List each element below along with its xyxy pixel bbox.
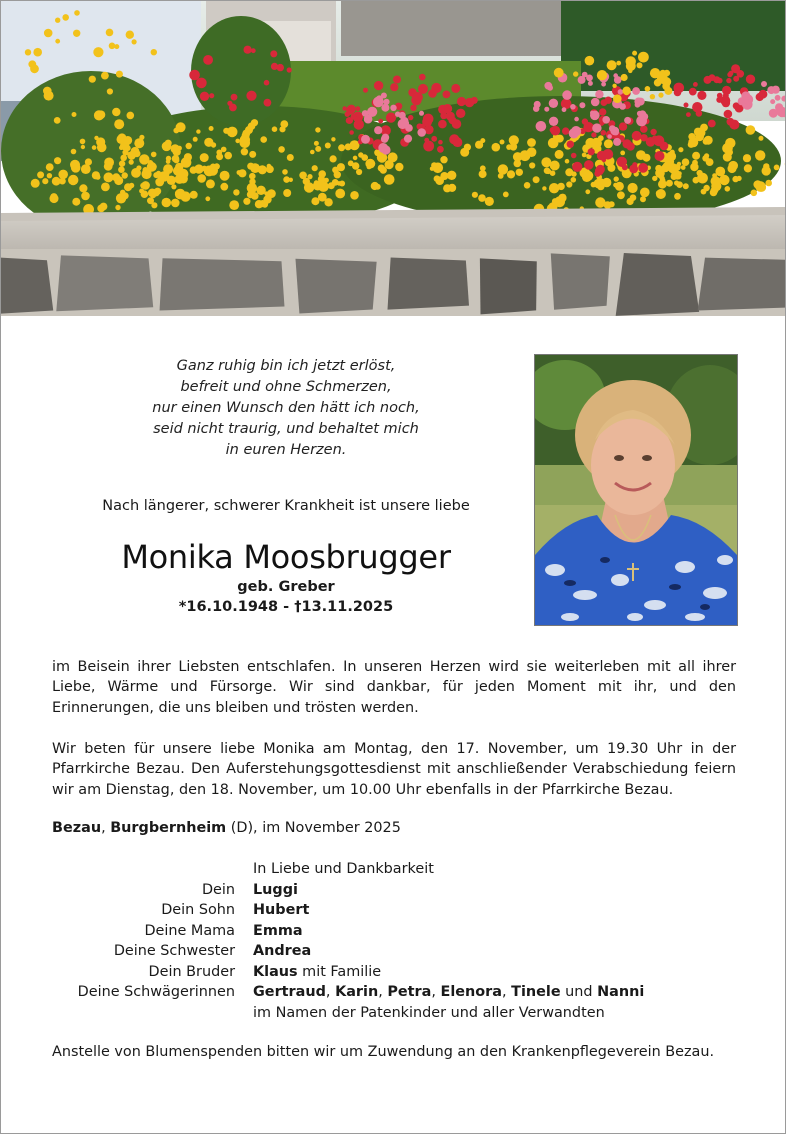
paragraph-services: Wir beten für unsere liebe Monika am Montag, den 17. November, um 19.30 Uhr in der Pfarrkirche Bezau. Den Auferstehungsgottesdienst mit anschließender Verabschiedung feiern wir am Dienstag, den 18. November, um 10.00 Uhr ebenfalls in der Pfarrkirche Bezau. [52, 741, 736, 798]
mourner-name: Karin [335, 984, 379, 1000]
place-date-text: (D), im November 2025 [226, 820, 401, 836]
mourner-row [0, 923, 786, 944]
mourner-relation: Dein Bruder [148, 963, 235, 980]
mourner-names [253, 943, 311, 959]
mourner-relation: Deine Schwester [113, 943, 235, 959]
mourner-name: Hubert [253, 902, 310, 918]
mourner-row [0, 943, 786, 964]
mourner-names [253, 964, 381, 980]
mourner-name-joiner: , [501, 984, 512, 1000]
donation-note: Anstelle von Blumenspenden bitten wir um Zuwendung an den Krankenpflegeverein Bezau. [52, 1044, 715, 1060]
intro-text: Nach längerer, schwerer Krankheit ist unsere liebe [102, 498, 470, 514]
mourner-relation: Dein [201, 881, 235, 898]
mourner-names [253, 923, 303, 939]
mourners-list [0, 861, 786, 1025]
mourner-name: Tinele [511, 984, 561, 1000]
poem-line: in euren Herzen. [225, 442, 347, 458]
birth-name: geb. Greber [237, 579, 335, 595]
mourner-name: Andrea [253, 943, 312, 959]
life-dates: *16.10.1948 - †13.11.2025 [178, 599, 394, 615]
mourner-name: Petra [387, 984, 432, 1000]
mourner-names [253, 882, 298, 898]
mourner-name-joiner: , [378, 984, 388, 1000]
town-burgbernheim: Burgbernheim [110, 820, 227, 836]
mourner-name-joiner: , [325, 984, 336, 1000]
mourner-name: Emma [253, 922, 303, 939]
mourner-row [0, 984, 786, 1005]
mourners-tail: im Namen der Patenkinder und aller Verwandten [253, 1004, 605, 1021]
mourner-name: Nanni [597, 984, 645, 1000]
mourner-name-joiner: und [560, 984, 598, 1000]
mourner-name: Luggi [253, 881, 298, 898]
place-date-line [52, 820, 401, 836]
place-separator: , [101, 820, 111, 836]
poem [100, 356, 472, 461]
portrait-photo [534, 354, 738, 626]
closing-line: In Liebe und Dankbarkeit [253, 861, 434, 877]
mourner-names [253, 902, 309, 918]
poem-line: seid nicht traurig, und behaltet mich [153, 421, 419, 437]
mourner-name-joiner: , [431, 984, 441, 1000]
mourner-relation: Deine Mama [144, 922, 235, 939]
flower-bed-photo [1, 1, 785, 316]
town-bezau: Bezau [52, 820, 102, 836]
poem-line: befreit und ohne Schmerzen, [180, 379, 392, 395]
deceased-name: Monika Moosbrugger [121, 538, 451, 576]
mourner-relation: Dein Sohn [161, 902, 235, 918]
mourner-name: Klaus [253, 963, 298, 980]
mourner-relation: Deine Schwägerinnen [77, 984, 235, 1000]
mourner-names [253, 984, 644, 1000]
mourner-name: Elenora [440, 984, 502, 1000]
mourner-name-joiner: mit Familie [297, 963, 382, 980]
mourner-row [0, 964, 786, 985]
paragraph-passing: im Beisein ihrer Liebsten entschlafen. In unseren Herzen wird sie weiterleben mit all ihrer Liebe, Wärme und Fürsorge. Wir sind dankbar, für jeden Moment mit ihr, und den Erinnerungen, die uns bleiben und trösten werden. [52, 659, 736, 716]
poem-line: nur einen Wunsch den hätt ich noch, [152, 400, 420, 416]
poem-line: Ganz ruhig bin ich jetzt erlöst, [176, 358, 396, 374]
mourner-name: Gertraud [253, 984, 326, 1000]
mourner-row [0, 902, 786, 923]
mourner-row [0, 882, 786, 903]
